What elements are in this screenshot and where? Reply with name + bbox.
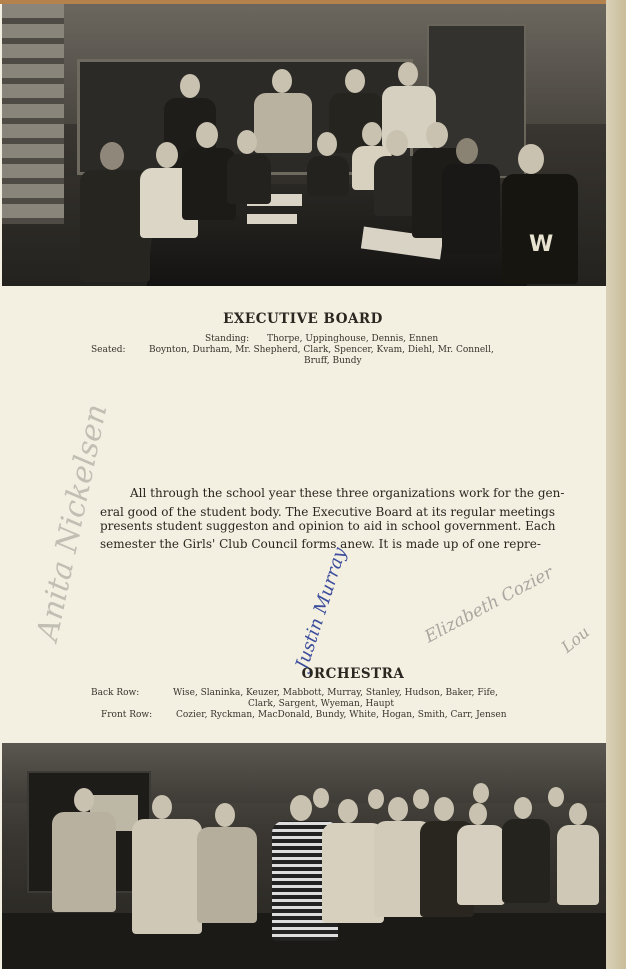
- seated-names-line2: Bruff, Bundy: [304, 356, 362, 366]
- paragraph-line-1: All through the school year these three organizations work for the gen-: [130, 486, 565, 500]
- letter-w-sweater: W: [529, 232, 554, 257]
- paragraph-line-4: semester the Girls' Club Council forms anew. It is made up of one repre-: [100, 537, 541, 551]
- paragraph-line-3: presents student suggeston and opinion to aid in school government. Each: [100, 519, 556, 533]
- handwritten-signature-blue: Justin Murray: [291, 545, 351, 672]
- handwritten-signature-left: Anita Nickelsen: [30, 401, 115, 644]
- back-row-label: Back Row:: [91, 688, 140, 698]
- executive-board-title: EXECUTIVE BOARD: [223, 311, 383, 327]
- front-row-label: Front Row:: [101, 710, 153, 720]
- front-row-names: Cozier, Ryckman, MacDonald, Bundy, White, Hogan, Smith, Carr, Jensen: [176, 710, 507, 720]
- orchestra-photo: [2, 743, 606, 969]
- back-row-names-line2: Clark, Sargent, Wyeman, Haupt: [248, 699, 394, 709]
- standing-names: Thorpe, Uppinghouse, Dennis, Ennen: [267, 334, 439, 344]
- handwritten-signature-right: Lou: [557, 622, 594, 657]
- back-row-names-line1: Wise, Slaninka, Keuzer, Mabbott, Murray, Stanley, Hudson, Baker, Fife,: [173, 688, 498, 698]
- seated-label: Seated:: [91, 345, 126, 355]
- handwritten-signature-middle: Elizabeth Cozier: [421, 562, 557, 648]
- executive-board-photo: [2, 4, 606, 286]
- orchestra-title: ORCHESTRA: [301, 666, 405, 682]
- paragraph-line-2: eral good of the student body. The Executive Board at its regular meetings: [100, 505, 556, 519]
- seated-names-line1: Boynton, Durham, Mr. Shepherd, Clark, Spencer, Kvam, Diehl, Mr. Connell,: [149, 345, 494, 355]
- standing-label: Standing:: [205, 334, 250, 344]
- binding-edge: [606, 0, 626, 969]
